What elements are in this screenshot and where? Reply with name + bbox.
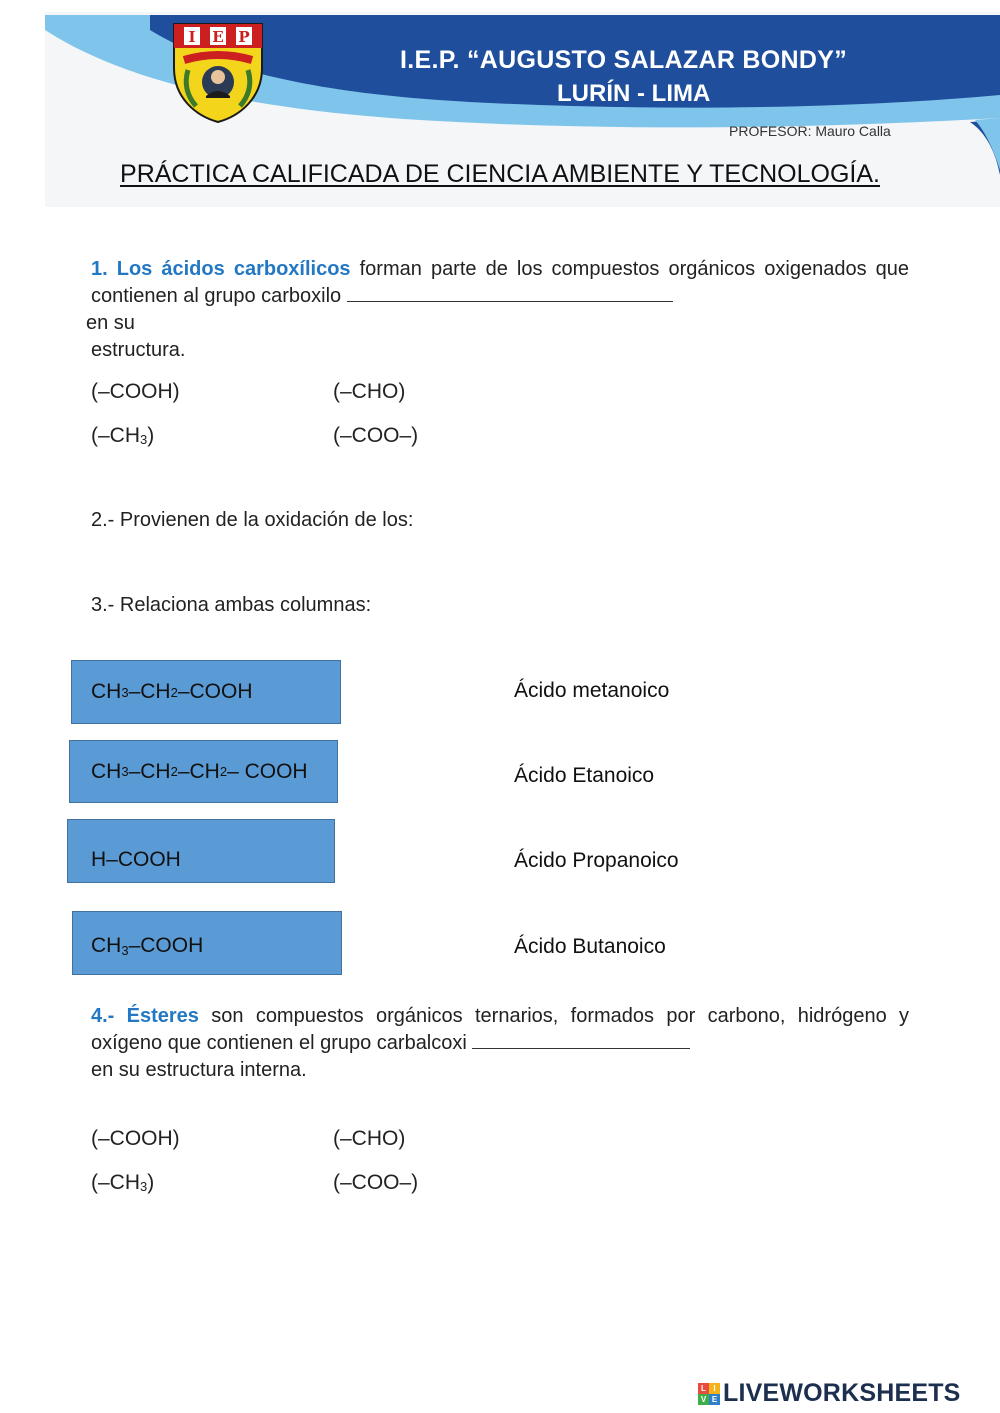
question-1-blank[interactable] (347, 283, 673, 302)
question-4-lead: 4.- Ésteres (91, 1005, 199, 1027)
liveworksheets-icon: L I V E (698, 1383, 720, 1405)
school-location: LURÍN - LIMA (557, 80, 711, 107)
question-1 (86, 256, 910, 364)
acid-name-metanoico[interactable]: Ácido metanoico (514, 679, 670, 702)
acid-name-propanoico[interactable]: Ácido Propanoico (514, 849, 679, 872)
question-1-lead: 1. Los ácidos carboxílicos (91, 258, 351, 280)
formula-box-butanoic[interactable]: CH 3 –CH 2 –CH 2 – COOH (69, 740, 338, 803)
question-4 (91, 1003, 909, 1084)
question-4-blank[interactable] (472, 1030, 690, 1049)
q4-option-cho[interactable]: (–CHO) (333, 1127, 406, 1150)
school-name: I.E.P. “AUGUSTO SALAZAR BONDY” (400, 46, 848, 74)
question-4-text: son compuestos orgánicos ternarios, formados por carbono, hidrógeno y oxígeno que contienen el grupo carbalcoxi (91, 1005, 910, 1054)
question-1-text-tail: en su (86, 312, 135, 334)
q1-option-cho[interactable]: (–CHO) (333, 380, 406, 403)
acid-name-etanoico[interactable]: Ácido Etanoico (514, 764, 655, 787)
question-2: 2.- Provienen de la oxidación de los: (91, 509, 414, 531)
question-3: 3.- Relaciona ambas columnas: (91, 594, 372, 616)
q1-option-ch3[interactable]: $(-CH_3)$ (91, 424, 155, 447)
page-title: PRÁCTICA CALIFICADA DE CIENCIA AMBIENTE Y TECNOLOGÍA. (120, 160, 880, 188)
formula-box-ethanoic[interactable]: CH $_3$ –COOH (72, 911, 342, 975)
teacher-name: PROFESOR: Mauro Calla (729, 123, 891, 139)
q1-option-cooh[interactable]: (–COOH) (91, 380, 180, 403)
q4-option-ch3[interactable]: $(-CH_3)$ (91, 1171, 155, 1194)
question-4-text-end: en su estructura interna. (91, 1059, 307, 1081)
liveworksheets-brand: LIVEWORKSHEETS (723, 1379, 961, 1407)
q4-option-cooh[interactable]: (–COOH) (91, 1127, 180, 1150)
question-1-text-end: estructura. (91, 339, 186, 361)
question-1-text: forman parte de los compuestos orgánicos oxigenados que contienen al grupo carboxilo (91, 258, 910, 307)
svg-text:E: E (212, 28, 224, 46)
liveworksheets-logo (698, 1379, 961, 1408)
acid-name-butanoico[interactable]: Ácido Butanoico (514, 935, 666, 958)
svg-text:I: I (188, 28, 196, 46)
q4-option-coo[interactable]: (–COO–) (333, 1171, 419, 1194)
q1-option-coo[interactable]: (–COO–) (333, 424, 419, 447)
svg-text:P: P (238, 28, 250, 46)
formula-box-methanoic[interactable]: H–COOH (67, 819, 335, 883)
formula-box-propanoic[interactable]: CH 3 –CH 2 –COOH (71, 660, 341, 724)
school-crest-logo (170, 20, 266, 124)
